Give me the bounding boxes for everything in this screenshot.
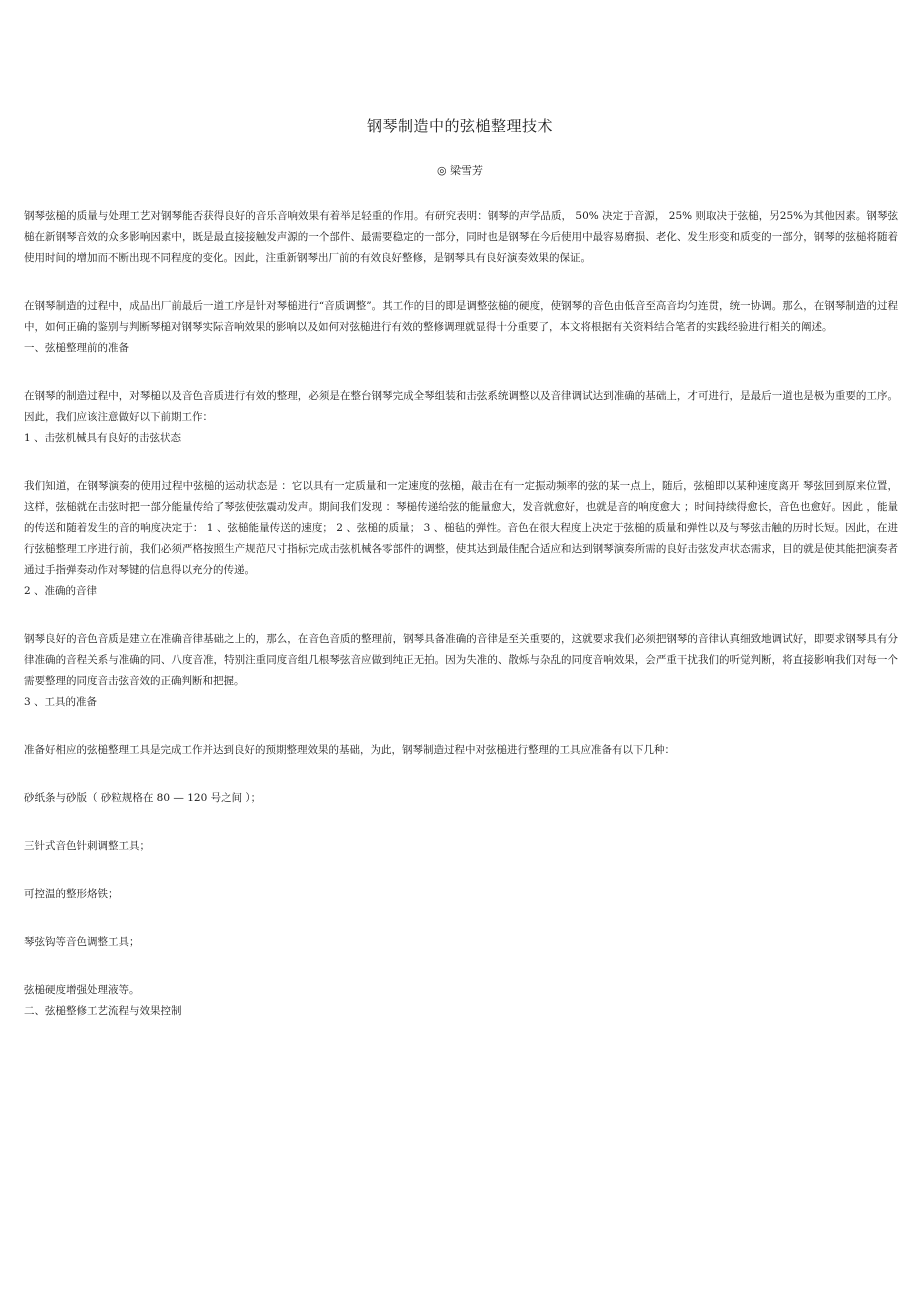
- paragraph-intro-2: 在钢琴制造的过程中，成品出厂前最后一道工序是针对琴槌进行“音质调整”。其工作的目的即是调整弦槌的硬度，使钢琴的音色由低音至高音均匀连贯，统一协调。那么，在钢琴制造的过程中，如何正确的鉴别与判断琴槌对钢琴实际音响效果的影响以及如何对弦槌进行有效的整修调理就显得十分重要了，本文将根据有关资料结合笔者的实践经验进行相关的阐述。: [24, 300, 898, 333]
- paragraph-subsection-1: 我们知道，在钢琴演奏的使用过程中弦槌的运动状态是 ：它以具有一定质量和一定速度的弦槌，敲击在有一定振动频率的弦的某一点上，随后，弦槌即以某种速度离开 琴弦回到原来位置，这样，弦槌就在击弦时把一部分能量传给了琴弦使弦震动发声。期间我们发现 ：琴槌传递给弦的能量愈大，发音就愈好，也就是音的响度愈大 ；时间持续得愈长，音色也愈好。因此 ，能量的传送和随着发生的音的响度决定于： 1 、弦槌能量传送的速度； 2 、弦槌的质量； 3 、槌毡的弹性。音色在很大程度上决定于弦槌的质量和弹性以及与琴弦击触的历时长短。因此，在进行弦槌整理工序进行前，我们必须严格按照生产规范尺寸指标完成击弦机械各零部件的调整，使其达到最佳配合适应和达到钢琴演奏所需的良好击弦发声状态需求，目的就是使其能把演奏者通过手指弹奏动作对琴键的信息得以充分的传递。: [24, 480, 898, 576]
- paragraph-section-1: 在钢琴的制造过程中，对琴槌以及音色音质进行有效的整理，必须是在整台钢琴完成全琴组装和击弦系统调整以及音律调试达到准确的基础上，才可进行，是最后一道也是极为重要的工序。因此，我们应该注意做好以下前期工作：: [24, 390, 898, 423]
- tool-item-5: 弦槌硬度增强处理液等。: [24, 984, 140, 996]
- subsection-heading-1: 1 、击弦机械具有良好的击弦状态: [24, 432, 182, 444]
- subsection-heading-3: 3 、工具的准备: [24, 696, 98, 708]
- document-title: 钢琴制造中的弦槌整理技术: [366, 117, 553, 135]
- tool-item-3: 可控温的整形烙铁；: [24, 888, 119, 900]
- subsection-heading-2: 2 、准确的音律: [24, 585, 98, 597]
- paragraph-intro-1: 钢琴弦槌的质量与处理工艺对钢琴能否获得良好的音乐音响效果有着举足轻重的作用。有研究表明：钢琴的声学品质， 50% 决定于音源， 25% 则取决于弦槌，另25%为其他因素。钢琴弦槌在新钢琴音效的众多影响因素中，既是最直接接触发声源的一个部件、最需要稳定的一部分，同时也是钢琴在今后使用中最容易磨损、老化、发生形变和质变的一部分，钢琴的弦槌将随着使用时间的增加而不断出现不同程度的变化。因此，注重新钢琴出厂前的有效良好整修，是钢琴具有良好演奏效果的保证。: [24, 210, 898, 264]
- document-body: [24, 206, 898, 1022]
- section-heading-1: 一、弦槌整理前的准备: [24, 342, 129, 354]
- paragraph-subsection-2: 钢琴良好的音色音质是建立在准确音律基础之上的，那么，在音色音质的整理前，钢琴具备准确的音律是至关重要的，这就要求我们必须把钢琴的音律认真细致地调试好，即要求钢琴具有分律准确的音程关系与准确的同、八度音准，特别注重同度音组几根琴弦音应做到纯正无拍。因为失准的、散烁与杂乱的同度音响效果，会严重干扰我们的听觉判断，将直接影响我们对每一个需要整理的同度音击弦音效的正确判断和把握。: [24, 633, 898, 687]
- section-heading-2: 二、弦槌整修工艺流程与效果控制: [24, 1005, 182, 1017]
- tool-item-4: 琴弦钩等音色调整工具；: [24, 936, 140, 948]
- tool-item-2: 三针式音色针刺调整工具；: [24, 840, 150, 852]
- tool-item-1: 砂纸条与砂版（ 砂粒规格在 80 — 120 号之间 ）；: [24, 792, 262, 804]
- document-author: ◎ 梁雪芳: [436, 164, 484, 177]
- paragraph-subsection-3: 准备好相应的弦槌整理工具是完成工作并达到良好的预期整理效果的基础，为此，钢琴制造过程中对弦槌进行整理的工具应准备有以下几种：: [24, 744, 675, 756]
